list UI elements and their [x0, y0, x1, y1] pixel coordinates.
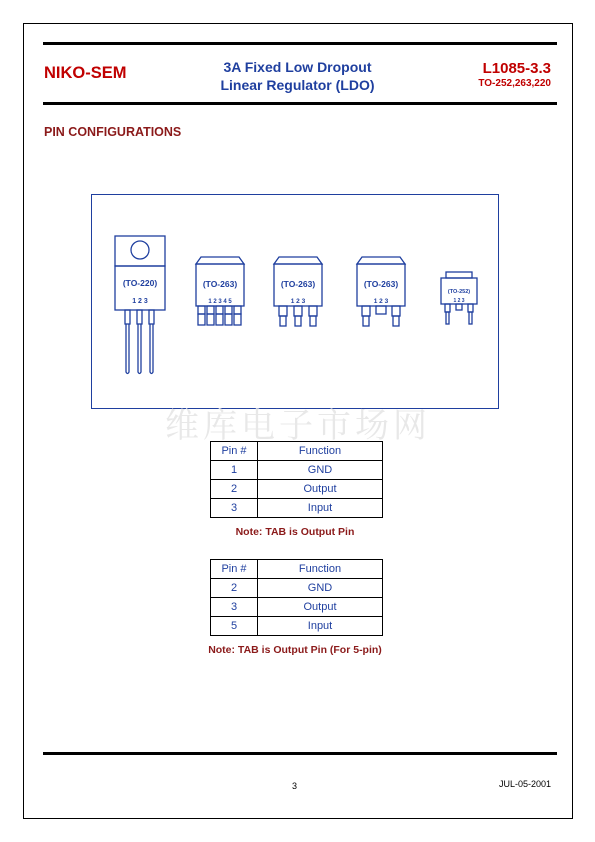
pin-numbers: 1 2 3 — [453, 298, 465, 304]
pin-table-3pin — [210, 441, 383, 518]
brand-name: NIKO-SEM — [44, 64, 127, 82]
pin-cell: 1 — [211, 461, 258, 480]
pin-cell: 3 — [211, 499, 258, 518]
pin-numbers: 1 2 3 — [132, 298, 148, 305]
doc-date: JUL-05-2001 — [498, 779, 551, 789]
pin-cell: 5 — [211, 617, 258, 636]
package-to263-5pin — [196, 257, 244, 325]
table-row — [211, 598, 383, 617]
page-number: 3 — [292, 781, 298, 791]
function-cell: Input — [258, 617, 383, 636]
header-function: Function — [258, 442, 383, 461]
pin-cell: 2 — [211, 480, 258, 499]
function-cell: Output — [258, 598, 383, 617]
package-label: (TO-252) — [447, 289, 471, 295]
pin-numbers: 1 2 3 — [373, 298, 389, 305]
doc-title-line2: Linear Regulator (LDO) — [220, 77, 375, 93]
package-label: (TO-220) — [122, 278, 158, 288]
table-row — [211, 579, 383, 598]
pin-numbers: 1 2 3 — [290, 298, 306, 305]
package-to263-3pin — [274, 257, 322, 326]
pin-cell: 3 — [211, 598, 258, 617]
pin-numbers: 1 2 3 4 5 — [208, 299, 232, 305]
package-to263-3pin-tab — [357, 257, 405, 326]
table-header-row — [211, 442, 383, 461]
header-pin: Pin # — [211, 442, 258, 461]
table1-note: Note: TAB is Output Pin — [235, 526, 355, 538]
table-row — [211, 461, 383, 480]
package-label: (TO-263) — [280, 279, 316, 289]
function-cell: GND — [258, 579, 383, 598]
header-function: Function — [258, 560, 383, 579]
table-header-row — [211, 560, 383, 579]
table-row — [211, 480, 383, 499]
package-to220 — [115, 236, 165, 374]
package-list: TO-252,263,220 — [478, 78, 551, 89]
footer-rule — [43, 752, 557, 755]
pin-cell: 2 — [211, 579, 258, 598]
function-cell: GND — [258, 461, 383, 480]
section-title: PIN CONFIGURATIONS — [44, 125, 182, 139]
table-row — [211, 499, 383, 518]
header-bottom-rule — [43, 102, 557, 105]
table-row — [211, 617, 383, 636]
function-cell: Output — [258, 480, 383, 499]
doc-title-line1: 3A Fixed Low Dropout — [223, 59, 372, 75]
header-top-rule — [43, 42, 557, 45]
pin-table-5pin — [210, 559, 383, 636]
header-pin: Pin # — [211, 560, 258, 579]
part-number: L1085-3.3 — [482, 60, 551, 77]
watermark: 维库电子市场网 — [165, 406, 431, 446]
package-to252 — [441, 272, 477, 324]
package-diagram — [91, 194, 499, 409]
package-label: (TO-263) — [202, 279, 238, 289]
table2-note: Note: TAB is Output Pin (For 5-pin) — [208, 644, 382, 656]
function-cell: Input — [258, 499, 383, 518]
package-label: (TO-263) — [363, 279, 399, 289]
